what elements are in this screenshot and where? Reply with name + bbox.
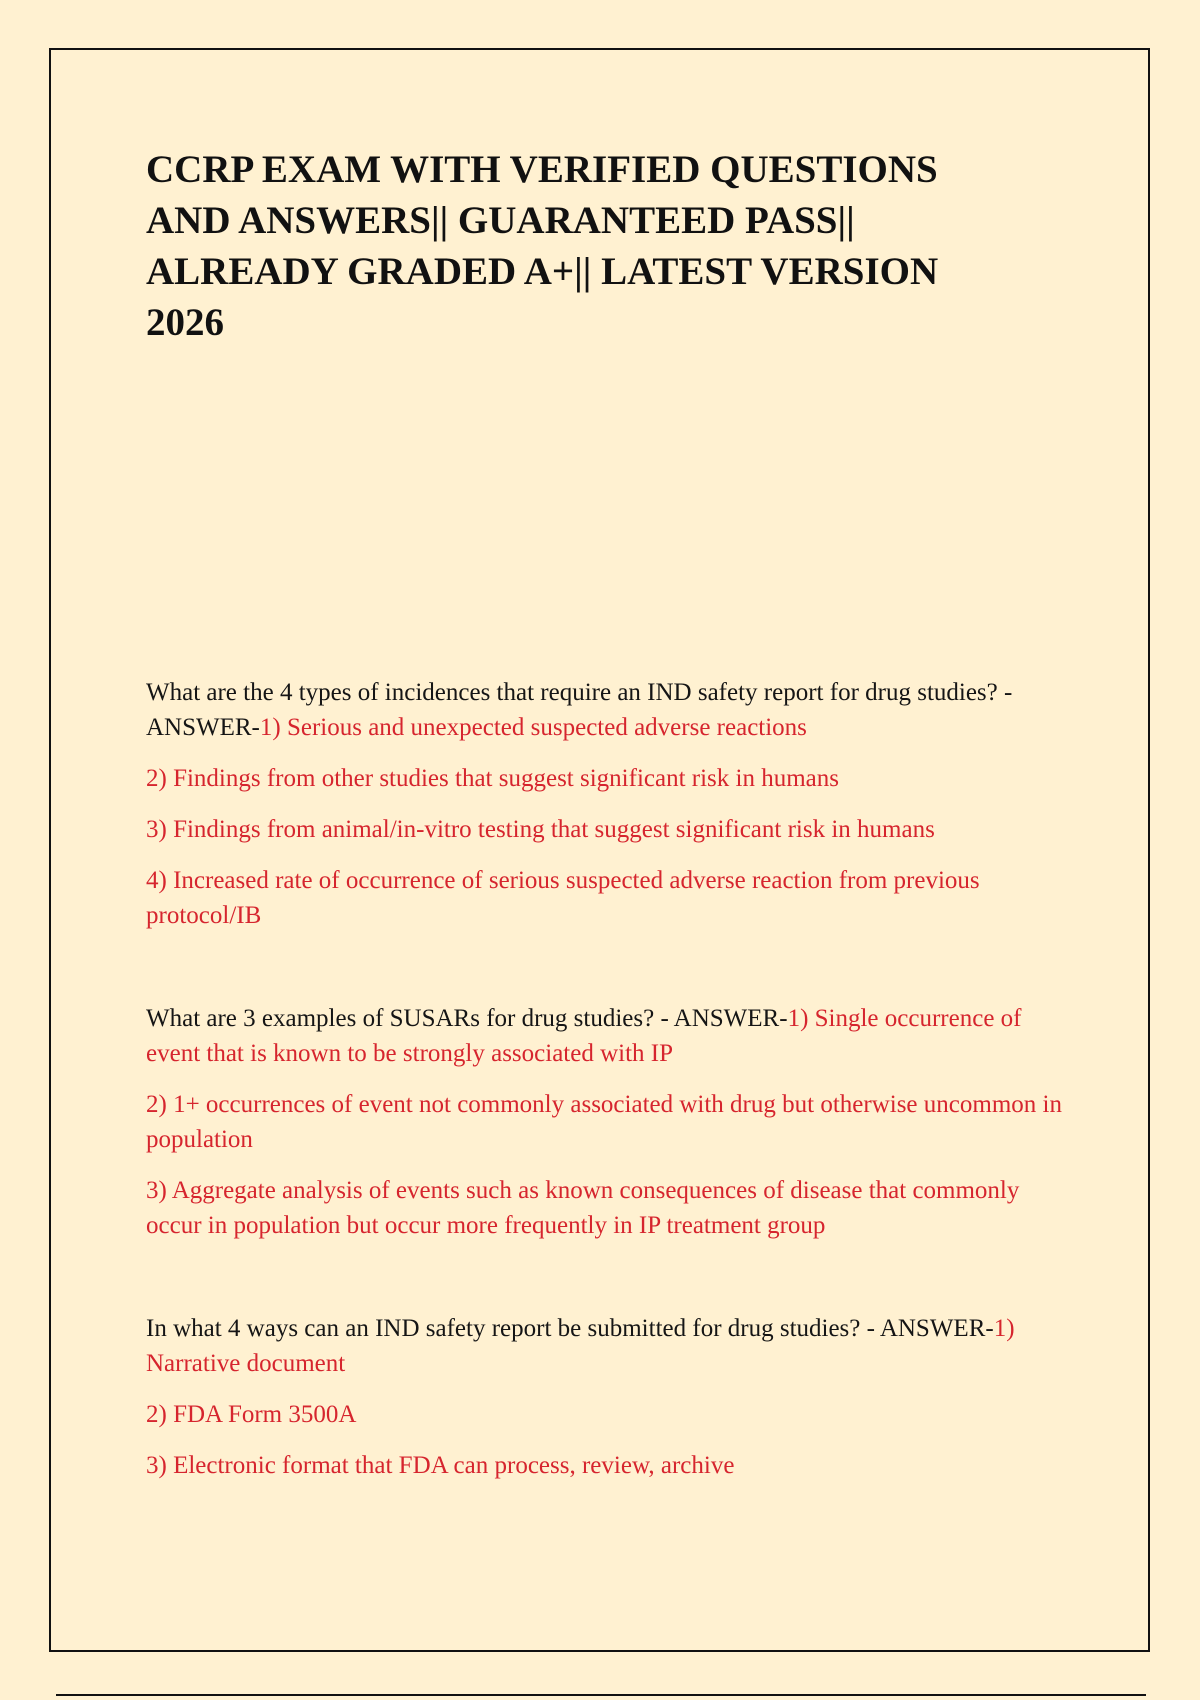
next-page-top-rule bbox=[56, 1694, 1146, 1696]
answer-item: 3) Electronic format that FDA can process, review, archive bbox=[146, 1452, 735, 1479]
answer-item: 3) Aggregate analysis of events such as known consequences of disease that commonly occur in population but occur more frequently in IP treatment group bbox=[146, 1177, 1020, 1239]
answer-item: 1) Single occurrence of event that is known to be strongly associated with IP bbox=[146, 1005, 1022, 1067]
answer-item: 2) Findings from other studies that suggest significant risk in humans bbox=[146, 765, 839, 792]
answer-item: 2) 1+ occurrences of event not commonly associated with drug but otherwise uncommon in population bbox=[146, 1091, 1062, 1153]
question-text: What are 3 examples of SUSARs for drug studies? - ANSWER- bbox=[146, 1005, 788, 1032]
qa-question-line bbox=[146, 1001, 1071, 1071]
answer-item: 1) Serious and unexpected suspected adverse reactions bbox=[259, 714, 807, 741]
qa-block-2 bbox=[146, 1001, 1071, 1243]
document-title: CCRP EXAM WITH VERIFIED QUESTIONS AND ANSWERS|| GUARANTEED PASS|| ALREADY GRADED A+|| LATEST VERSION 2026 bbox=[146, 148, 939, 344]
answer-item: 1) Narrative document bbox=[146, 1315, 1015, 1377]
answer-item: 4) Increased rate of occurrence of serious suspected adverse reaction from previous protocol/IB bbox=[146, 867, 980, 929]
qa-question-line bbox=[146, 675, 1071, 745]
qa-question-line bbox=[146, 1311, 1071, 1381]
question-text: In what 4 ways can an IND safety report be submitted for drug studies? - ANSWER- bbox=[146, 1315, 994, 1342]
question-text: What are the 4 types of incidences that require an IND safety report for drug studies? - ANSWER- bbox=[146, 679, 1013, 741]
answer-item: 3) Findings from animal/in-vitro testing that suggest significant risk in humans bbox=[146, 816, 935, 843]
qa-content bbox=[146, 675, 1071, 1499]
answer-item: 2) FDA Form 3500A bbox=[146, 1401, 357, 1428]
qa-block-1 bbox=[146, 675, 1071, 933]
qa-block-3 bbox=[146, 1311, 1071, 1483]
